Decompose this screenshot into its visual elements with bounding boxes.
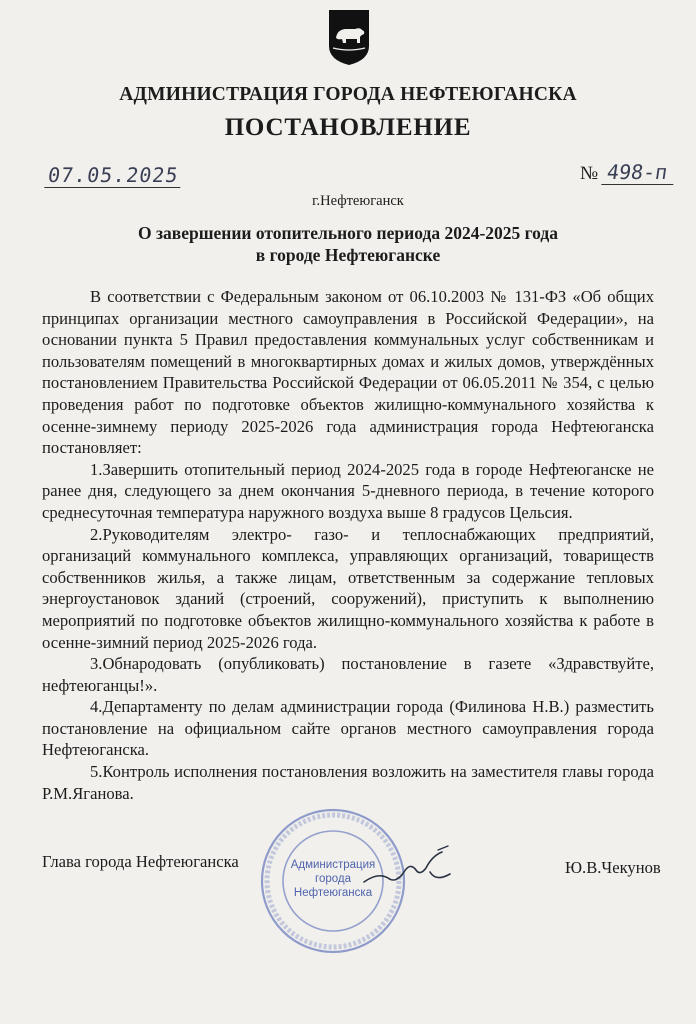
item-5-paragraph: 5.Контроль исполнения постановления возложить на заместителя главы города Р.М.Яганова. <box>42 762 654 803</box>
stamp-line-3: Нефтеюганска <box>293 887 373 899</box>
document-number: 498-п <box>601 160 677 185</box>
coat-of-arms-emblem <box>327 8 371 66</box>
stamp-line-2: города <box>315 873 351 885</box>
organization-name: АДМИНИСТРАЦИЯ ГОРОДА НЕФТЕЮГАНСКА <box>119 84 577 105</box>
document-title <box>0 222 696 266</box>
document-city: г.Нефтеюганск <box>312 193 404 209</box>
title-line-1: О завершении отопительного периода 2024-2025 года <box>137 223 559 243</box>
item-1-paragraph: 1.Завершить отопительный период 2024-2025 года в городе Нефтеюганске не ранее дня, следующего за днем окончания 5-дневного периода, в течение которого среднесуточная температура наружного воздуха выше 8 градусов Цельсия. <box>42 459 654 522</box>
signatory-name: Ю.В.Чекунов <box>565 858 661 877</box>
item-2-paragraph: 2.Руководителям электро- газо- и теплоснабжающих предприятий, организаций коммунального комплекса, управляющих организаций, товариществ собственников жилья, а также лицам, ответственным за содержание тепловых энергоустановок зданий (строений, сооружений), приступить к выполнению мероприятий по подготовке объектов жилищно-коммунального хозяйства к работе в осенне-зимний период 2025-2026 года. <box>42 524 654 652</box>
document-type: ПОСТАНОВЛЕНИЕ <box>224 114 472 141</box>
document-body <box>42 286 654 804</box>
preamble-paragraph: В соответствии с Федеральным законом от 06.10.2003 № 131-ФЗ «Об общих принципах организации местного самоуправления в Российской Федерации», на основании пункта 5 Правил предоставления коммунальных услуг собственникам и пользователям помещений в многоквартирных домах и жилых домов, утверждённых постановлением Правительства Российской Федерации от 06.05.2011 № 354, с целью проведения работ по подготовке объектов жилищно-коммунального хозяйства к осенне-зимнему периоду 2025-2026 года администрация города Нефтеюганска постановляет: <box>42 287 654 458</box>
number-label: № <box>580 163 599 184</box>
document-date: 07.05.2025 <box>44 163 184 188</box>
signatory-position: Глава города Нефтеюганска <box>42 852 239 871</box>
title-line-2: в городе Нефтеюганске <box>255 245 441 265</box>
item-4-paragraph: 4.Департаменту по делам администрации города (Филинова Н.В.) разместить постановление на официальном сайте органов местного самоуправления города Нефтеюганска. <box>42 697 654 760</box>
handwritten-signature <box>360 842 480 892</box>
stamp-line-1: Администрация <box>290 859 376 871</box>
item-3-paragraph: 3.Обнародовать (опубликовать) постановление в газете «Здравствуйте, нефтеюганцы!». <box>42 654 654 695</box>
